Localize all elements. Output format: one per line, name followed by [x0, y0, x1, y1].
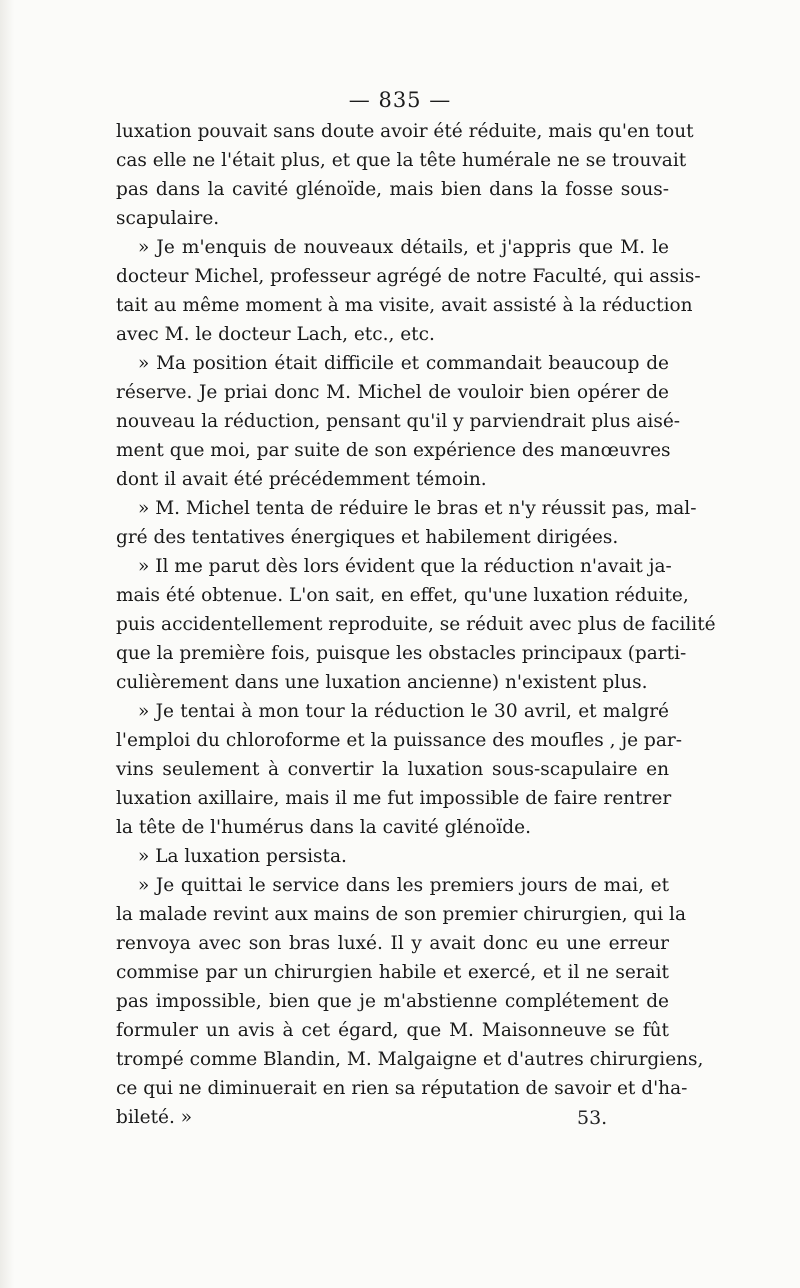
- body-text: [116, 117, 716, 1132]
- text-line: luxation axillaire, mais il me fut impossible de faire rentrer: [116, 788, 672, 809]
- text-line: culièrement dans une luxation ancienne) n'existent plus.: [116, 672, 648, 693]
- text-line: cas elle ne l'était plus, et que la tête humérale ne se trouvait: [116, 150, 687, 171]
- text-line: réserve. Je priai donc M. Michel de vouloir bien opérer de: [116, 382, 669, 403]
- text-line: nouveau la réduction, pensant qu'il y parviendrait plus aisé-: [116, 411, 681, 432]
- signature-mark: 53.: [577, 1107, 608, 1129]
- text-line: » Ma position était difficile et commandait beaucoup de: [138, 353, 669, 374]
- text-line: dont il avait été précédemment témoin.: [116, 469, 487, 490]
- text-line: » Je m'enquis de nouveaux détails, et j'appris que M. le: [138, 237, 669, 258]
- text-line: scapulaire.: [116, 208, 220, 229]
- text-line: » Je tentai à mon tour la réduction le 30 avril, et malgré: [138, 701, 669, 722]
- text-line: gré des tentatives énergiques et habilement dirigées.: [116, 527, 619, 548]
- text-line: » La luxation persista.: [138, 846, 347, 867]
- text-line: ment que moi, par suite de son expérience des manœuvres: [116, 440, 671, 461]
- text-line: commise par un chirurgien habile et exercé, et il ne serait: [116, 962, 669, 983]
- page-number: — 835 —: [348, 88, 452, 112]
- text-line: renvoya avec son bras luxé. Il y avait donc eu une erreur: [116, 933, 669, 954]
- text-line: formuler un avis à cet égard, que M. Maisonneuve se fût: [116, 1020, 669, 1041]
- text-line: puis accidentellement reproduite, se réduit avec plus de facilité: [116, 614, 716, 635]
- text-line: docteur Michel, professeur agrégé de notre Faculté, qui assis-: [116, 266, 701, 287]
- text-line: ce qui ne diminuerait en rien sa réputation de savoir et d'ha-: [116, 1078, 688, 1099]
- text-line: » Il me parut dès lors évident que la réduction n'avait ja-: [138, 556, 672, 577]
- text-line: tait au même moment à ma visite, avait assisté à la réduction: [116, 295, 693, 316]
- text-line: mais été obtenue. L'on sait, en effet, qu'une luxation réduite,: [116, 585, 689, 606]
- text-line: luxation pouvait sans doute avoir été réduite, mais qu'en tout: [116, 121, 694, 142]
- text-line: la tête de l'humérus dans la cavité glénoïde.: [116, 817, 531, 838]
- text-line: vins seulement à convertir la luxation sous-scapulaire en: [116, 759, 669, 780]
- text-line: avec M. le docteur Lach, etc., etc.: [116, 324, 435, 345]
- text-line: la malade revint aux mains de son premier chirurgien, qui la: [116, 904, 686, 925]
- text-line: trompé comme Blandin, M. Malgaigne et d'autres chirurgiens,: [116, 1049, 704, 1070]
- text-line: pas dans la cavité glénoïde, mais bien dans la fosse sous-: [116, 179, 669, 200]
- text-line: » Je quittai le service dans les premiers jours de mai, et: [138, 875, 669, 896]
- text-line: que la première fois, puisque les obstacles principaux (parti-: [116, 643, 687, 664]
- text-line: bileté. »: [116, 1107, 193, 1128]
- text-line: pas impossible, bien que je m'abstienne complétement de: [116, 991, 669, 1012]
- text-line: » M. Michel tenta de réduire le bras et n'y réussit pas, mal-: [138, 498, 697, 519]
- text-line: l'emploi du chloroforme et la puissance des moufles , je par-: [116, 730, 682, 751]
